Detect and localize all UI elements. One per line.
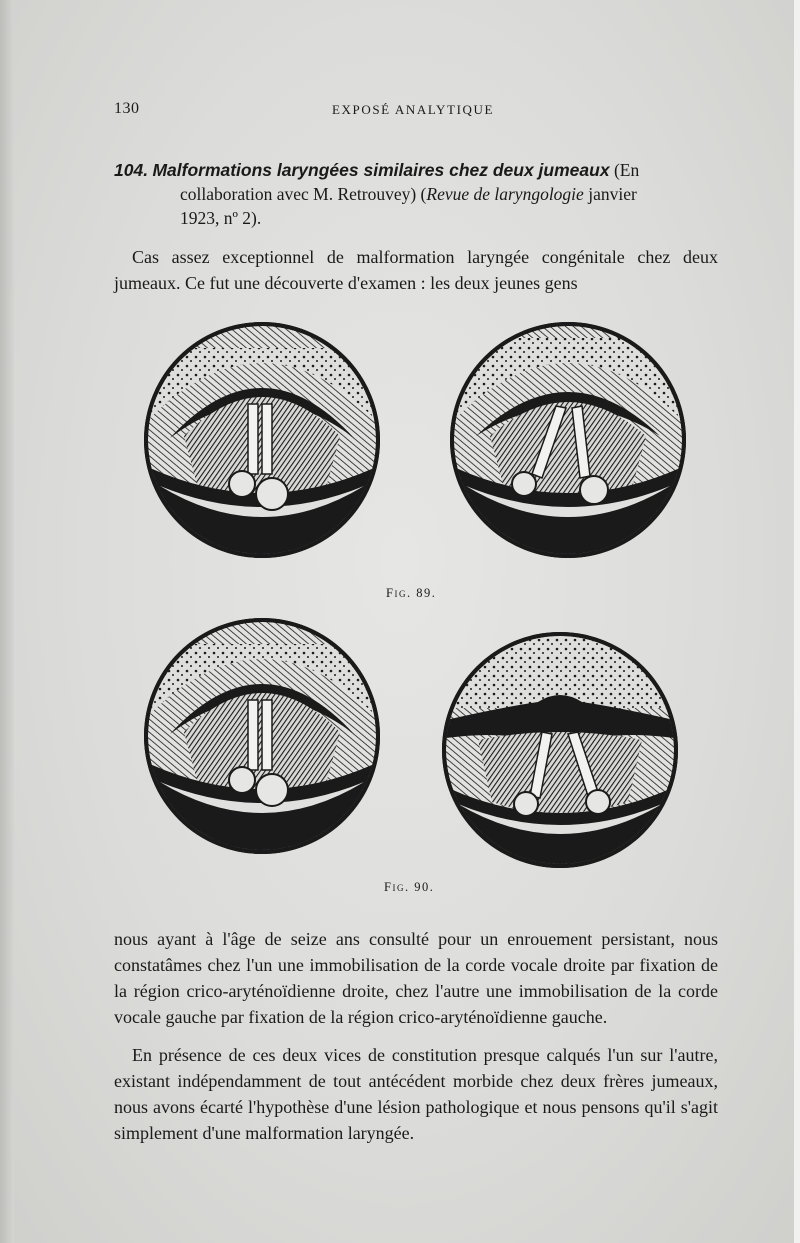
figure-89-right-larynx (446, 318, 690, 562)
page-gutter-shadow (0, 0, 14, 1243)
figure-89-left-larynx (140, 318, 384, 562)
paragraph-conclusion: En présence de ces deux vices de constitution presque calqués l'un sur l'autre, existant indépendamment de tout antécédent morbide chez deux frères jumeaux, nous avons écarté l'hypothèse d'une lésion pathologique et nous pensons qu'il s'agit simplement d'une malformation laryngée. (114, 1045, 718, 1143)
figure-89-caption: Fig. 89. (386, 586, 437, 600)
page-number: 130 (114, 100, 140, 117)
bibliography-entry (114, 158, 718, 230)
entry-ref-line3: 1923, nº 2). (180, 208, 262, 228)
page-edge (794, 0, 800, 1243)
running-head (114, 100, 714, 120)
entry-collab-text: collaboration avec M. Retrouvey) ( (180, 184, 427, 204)
figure-90-right-larynx (438, 628, 682, 872)
figure-90-left-larynx (140, 614, 384, 858)
figure-90-caption: Fig. 90. (384, 880, 435, 894)
entry-journal: Revue de laryngologie (426, 184, 584, 204)
entry-date: janvier (583, 184, 637, 204)
entry-ref-open: (En (613, 160, 640, 180)
entry-ref-line2 (114, 182, 718, 206)
running-title: EXPOSÉ ANALYTIQUE (332, 102, 495, 117)
paragraph-findings: nous ayant à l'âge de seize ans consulté pour un enrouement persistant, nous constatâmes chez l'un une immobilisation de la corde vocale droite par fixation de la région crico-aryténoïdienne droite, chez l'autre une immobilisation de la corde vocale gauche par fixation de la région crico-aryténoïdienne gauche. (114, 929, 718, 1027)
entry-number: 104. (114, 160, 149, 180)
paragraph-intro: Cas assez exceptionnel de malformation laryngée congénitale chez deux jumeaux. Ce fut une découverte d'examen : les deux jeunes gens (114, 247, 718, 293)
entry-title: Malformations laryngées similaires chez deux jumeaux (152, 160, 610, 180)
